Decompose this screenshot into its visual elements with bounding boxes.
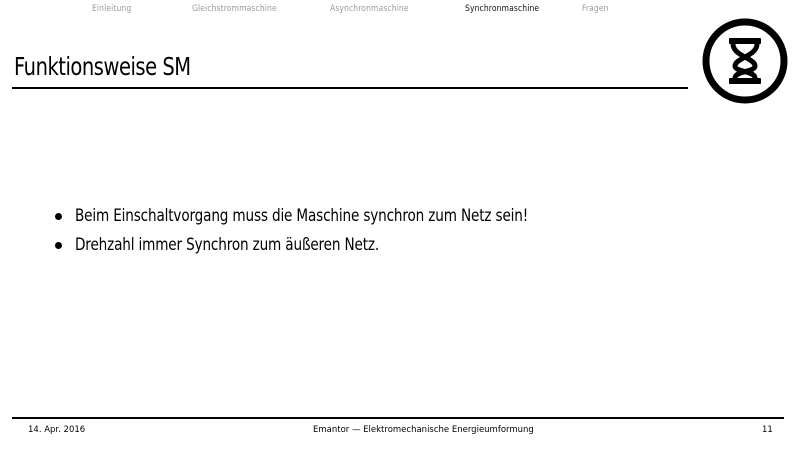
bullet-text: Beim Einschaltvorgang muss die Maschine synchron zum Netz sein! [75,206,529,226]
slide-title: Funktionsweise SM [14,52,191,81]
bullet-list [55,206,641,264]
bullet-text: Drehzahl immer Synchron zum äußeren Netz. [75,235,380,255]
page-number: 11 [762,425,773,435]
nav-item-einleitung[interactable]: Einleitung [92,4,132,14]
bullet-dot [55,242,62,249]
footer-title: Emantor — Elektromechanische Energieumformung [313,425,534,435]
nav-item-gleichstrommaschine[interactable]: Gleichstrommaschine [192,4,277,14]
title-divider [12,87,688,89]
footer-date: 14. Apr. 2016 [28,425,86,435]
section-navigation [0,4,690,18]
list-item [55,235,641,264]
footer-divider [12,417,784,419]
nav-item-fragen[interactable]: Fragen [582,4,609,14]
nav-item-synchronmaschine[interactable]: Synchronmaschine [465,4,540,14]
list-item [55,206,641,235]
hourglass-logo-icon [701,17,789,105]
bullet-dot [55,213,62,220]
nav-item-asynchronmaschine[interactable]: Asynchronmaschine [330,4,409,14]
